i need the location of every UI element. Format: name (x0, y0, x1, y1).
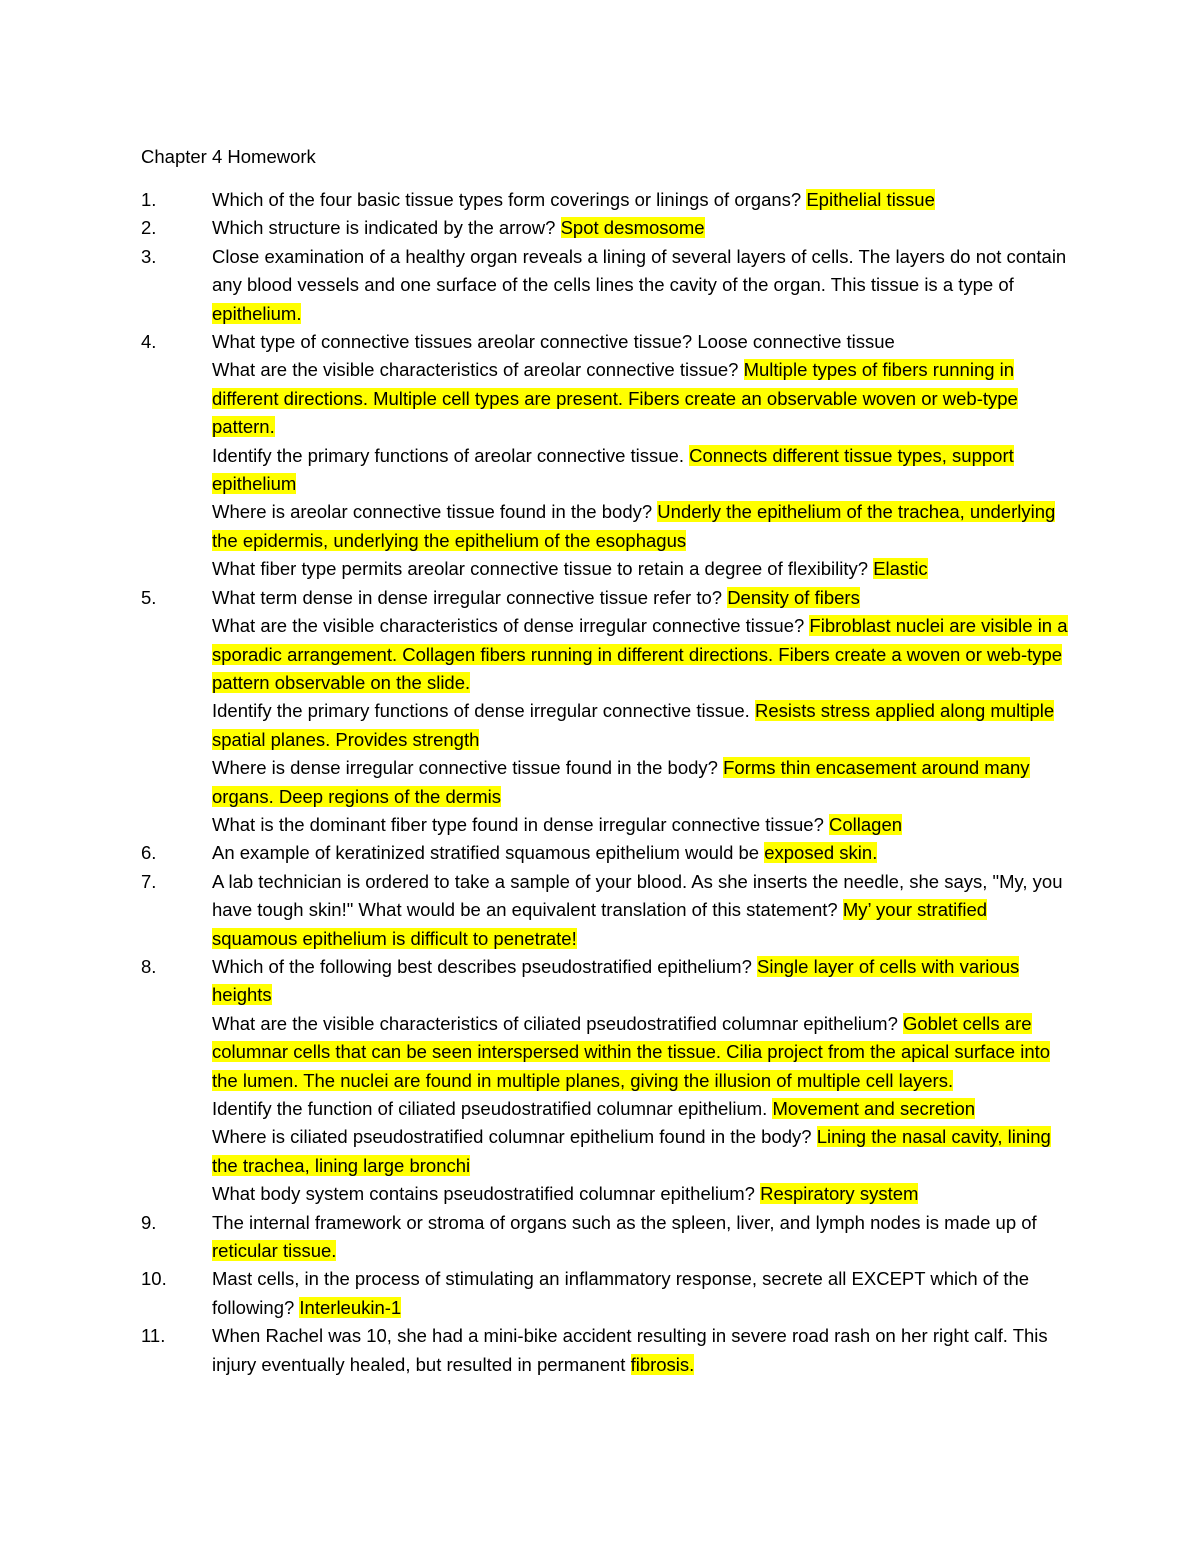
highlighted-answer: fibrosis. (630, 1353, 695, 1375)
question-number: 3. (141, 245, 157, 267)
question-item (141, 868, 1071, 953)
question-line (212, 1209, 1071, 1266)
question-line (212, 555, 1071, 583)
highlighted-answer: Underly the epithelium of the trachea, underlying the epidermis, underlying the epithelium of the esophagus (212, 501, 1056, 551)
question-line (212, 214, 1071, 242)
question-text: What is the dominant fiber type found in dense irregular connective tissue? (212, 813, 830, 835)
highlighted-answer: Respiratory system (760, 1183, 919, 1205)
highlighted-answer: Resists stress applied along multiple spatial planes. Provides strength (212, 700, 1055, 750)
highlighted-answer: Spot desmosome (560, 217, 705, 239)
question-number: 8. (141, 955, 157, 977)
question-line (212, 584, 1071, 612)
question-line (212, 1180, 1071, 1208)
question-number: 2. (141, 217, 157, 239)
question-line (212, 1095, 1071, 1123)
highlighted-answer: Forms thin encasement around many organs. Deep regions of the dermis (212, 757, 1030, 807)
highlighted-answer: epithelium. (212, 302, 302, 324)
highlighted-answer: Fibroblast nuclei are visible in a sporadic arrangement. Collagen fibers running in different directions. Fibers create a woven or web-type pattern observable on the slide. (212, 615, 1068, 693)
question-number: 11. (141, 1325, 166, 1347)
question-text: A lab technician is ordered to take a sample of your blood. As she inserts the needle, she says, "My, you have tough skin!" What would be an equivalent translation of this statement? (212, 870, 1063, 921)
question-text: Which structure is indicated by the arrow? (212, 217, 561, 239)
question-text: Which of the four basic tissue types form coverings or linings of organs? (212, 189, 807, 210)
question-line (212, 839, 1071, 867)
question-text: What are the visible characteristics of areolar connective tissue? (212, 359, 744, 381)
question-line (212, 811, 1071, 839)
highlighted-answer: Lining the nasal cavity, lining the trachea, lining large bronchi (212, 1126, 1051, 1176)
highlighted-answer: Elastic (873, 558, 928, 580)
question-text: What are the visible characteristics of ciliated pseudostratified columnar epithelium? (212, 1012, 903, 1034)
highlighted-answer: Multiple types of fibers running in different directions. Multiple cell types are present. Fibers create an observable woven or web-type pattern. (212, 359, 1018, 438)
question-item (141, 1322, 1071, 1379)
highlighted-answer: Goblet cells are columnar cells that can be seen interspersed within the tissue. Cilia project from the apical surface into the lumen. The nuclei are found in multiple planes, giving the illusion of multiple cell layers. (212, 1012, 1051, 1091)
question-text: Identify the primary functions of dense irregular connective tissue. (212, 700, 755, 722)
question-item (141, 1209, 1071, 1266)
question-number: 10. (141, 1268, 167, 1290)
question-line (212, 356, 1071, 441)
highlighted-answer: Movement and secretion (772, 1098, 976, 1119)
question-text: The internal framework or stroma of organs such as the spleen, liver, and lymph nodes is made up of (212, 1211, 1037, 1233)
highlighted-answer: Density of fibers (727, 586, 860, 608)
question-line (212, 697, 1071, 754)
question-item (141, 214, 1071, 242)
question-number: 1. (141, 189, 157, 210)
highlighted-answer: Epithelial tissue (806, 189, 935, 210)
question-line (212, 868, 1071, 953)
question-line (212, 1265, 1071, 1322)
question-number: 7. (141, 870, 157, 892)
highlighted-answer: Connects different tissue types, support epithelium (212, 444, 1014, 495)
question-text: What type of connective tissues areolar connective tissue? Loose connective tissue (212, 331, 895, 353)
document-title: Chapter 4 Homework (141, 146, 316, 167)
question-line (212, 243, 1071, 328)
question-item (141, 186, 1071, 214)
highlighted-answer: reticular tissue. (212, 1240, 337, 1262)
question-text: What are the visible characteristics of dense irregular connective tissue? (212, 615, 810, 637)
question-number: 6. (141, 842, 157, 864)
question-item (141, 243, 1071, 328)
question-text: Mast cells, in the process of stimulating an inflammatory response, secrete all EXCEPT which of the following? (212, 1268, 1030, 1318)
question-number: 9. (141, 1211, 157, 1233)
question-line (212, 442, 1071, 499)
question-item (141, 584, 1071, 840)
question-line (212, 612, 1071, 697)
question-item (141, 953, 1071, 1209)
question-line (212, 953, 1071, 1010)
question-item (141, 1265, 1071, 1322)
question-text: What fiber type permits areolar connective tissue to retain a degree of flexibility? (212, 558, 874, 580)
highlighted-answer: exposed skin. (764, 842, 878, 864)
question-text: Which of the following best describes pseudostratified epithelium? (212, 955, 758, 977)
question-text: When Rachel was 10, she had a mini-bike accident resulting in severe road rash on her right calf. This injury eventually healed, but resulted in permanent (212, 1325, 1048, 1375)
question-text: Where is areolar connective tissue found in the body? (212, 501, 658, 523)
highlighted-answer: Interleukin-1 (299, 1296, 402, 1318)
question-line (212, 498, 1071, 555)
question-text: What body system contains pseudostratified columnar epithelium? (212, 1183, 761, 1205)
question-text: What term dense in dense irregular connective tissue refer to? (212, 586, 728, 608)
question-text: Identify the primary functions of areolar connective tissue. (212, 444, 690, 466)
question-item (141, 839, 1071, 867)
question-line (212, 328, 1071, 356)
question-text: Where is ciliated pseudostratified columnar epithelium found in the body? (212, 1126, 817, 1148)
question-text: Where is dense irregular connective tissue found in the body? (212, 757, 724, 779)
question-line (212, 1322, 1071, 1379)
question-line (212, 186, 1071, 214)
question-text: Identify the function of ciliated pseudostratified columnar epithelium. (212, 1098, 773, 1119)
question-number: 5. (141, 586, 157, 608)
question-text: An example of keratinized stratified squamous epithelium would be (212, 842, 765, 864)
question-line (212, 1010, 1071, 1095)
question-item (141, 328, 1071, 584)
highlighted-answer: Single layer of cells with various heights (212, 955, 1020, 1006)
question-line (212, 1123, 1071, 1180)
question-number: 4. (141, 331, 157, 353)
question-list (141, 186, 1071, 1379)
highlighted-answer: Collagen (829, 813, 903, 835)
question-line (212, 754, 1071, 811)
question-text: Close examination of a healthy organ reveals a lining of several layers of cells. The layers do not contain any blood vessels and one surface of the cells lines the cavity of the organ. This tissue is a type of (212, 245, 1067, 296)
highlighted-answer: My’ your stratified squamous epithelium is difficult to penetrate! (212, 899, 988, 949)
